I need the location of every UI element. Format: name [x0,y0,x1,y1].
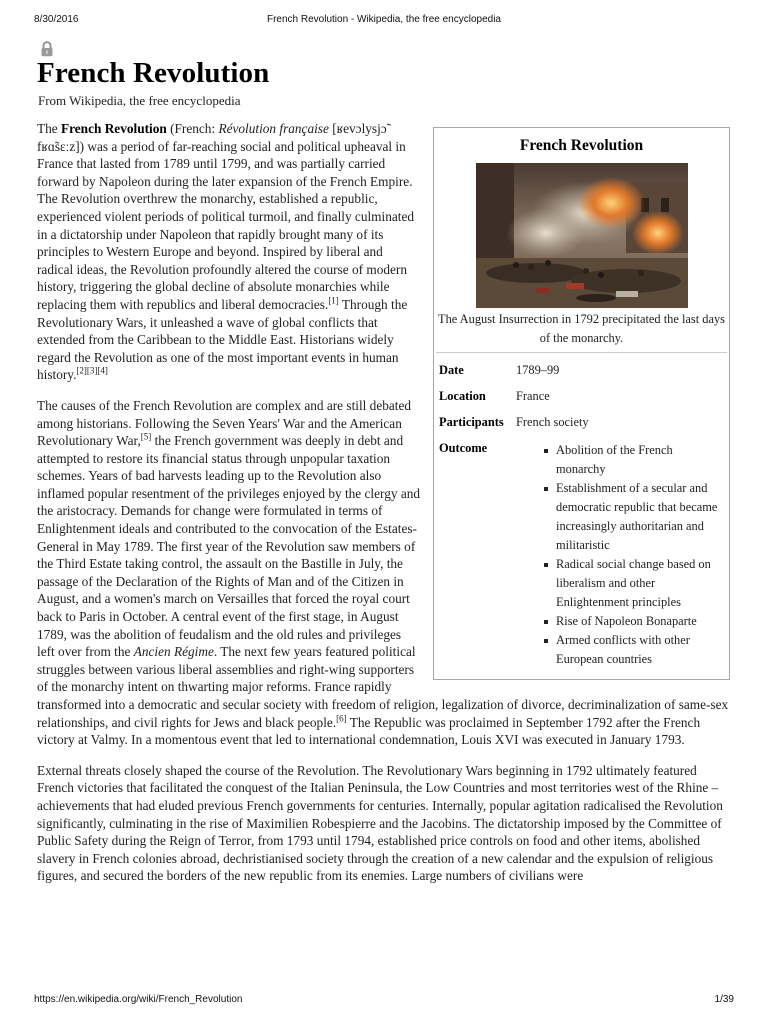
infobox-label: Outcome [439,441,488,455]
text: The causes of the French Revolution are complex and are still debated among historians. Following the Seven Years' War and the American Revolutionary War, [37,397,412,449]
infobox-painting-image[interactable] [476,163,688,308]
paragraph-external-threats: External threats closely shaped the course of the Revolution. The Revolutionary Wars beginning in 1792 ultimately featured French victories that facilitated the conquest of the Italian Peninsula, the Low Countries and most territories west of the Rhine – achievements that had eluded previous French governments for centuries. Internally, popular agitation radicalised the Revolution significantly, culminating in the rise of Maximilien Robespierre and the Jacobins. The dictatorship imposed by the Committee of Public Safety during the Reign of Terror, from 1793 until 1794, established price controls on food and other items, abolished slavery in French colonies abroad, dechristianised society through the creation of a new calendar and the expulsion of religious figures, and secured the borders of the new republic from its enemies. Large numbers of civilians were [37,762,723,884]
text: The [37,121,61,136]
page-number: 1/39 [714,994,734,1005]
text: [ʁevɔlysjɔ̃ fʁɑ̃sɛːz]) was a period of far-reaching social and political upheaval in France that lasted from 1789 until 1799, and was partially carried forward by Napoleon during the later expansion of the French Empire. The Revolution overthrew the monarchy, established a republic, experienced violent periods of political turmoil, and finally culminated in a dictatorship under Napoleon that rapidly brought many of its principles to Western Europe and beyond. Inspired by liberal and radical ideas, the Revolution profoundly altered the course of modern history, triggering the global decline of absolute monarchies while replacing them with republics and liberal democracies. [37,121,415,312]
list-item[interactable]: Rise of Napoleon Bonaparte [556,612,725,631]
text: . The next few years featured political struggles between various liberal assemblies and right-wing supporters of the monarchy intent on thwarting major reforms. France rapidly transformed into a democratic and secular society with freedom of religion, legalization of divorce, decriminalization of same-sex relationships, and civil rights for Jews and black people. [37,644,729,730]
term-italic: Révolution française [218,121,329,136]
infobox-row-outcome [434,437,729,679]
reference-link[interactable]: [2][3][4] [76,365,108,376]
list-item[interactable]: Armed conflicts with other European countries [556,631,725,669]
infobox-caption: The August Insurrection in 1792 precipitated the last days of the monarchy. [438,312,725,345]
list-item[interactable]: Establishment of a secular and democratic republic that became increasingly authoritarian and militaristic [556,479,725,555]
term-italic: Ancien Régime [133,644,214,660]
term-bold: French Revolution [61,121,167,136]
infobox-label: Date [439,363,464,377]
article-title: French Revolution [37,57,270,89]
article-tagline: From Wikipedia, the free encyclopedia [38,93,241,108]
infobox-value[interactable]: France [516,389,550,403]
infobox-value [516,439,725,669]
text: Through the Revolutionary Wars, it unleashed a wave of global conflicts that extended from the Caribbean to the Middle East. Historians widely regard the Revolution as one of the most important events in human history. [37,296,408,383]
infobox [433,127,730,680]
article-body [37,120,730,898]
text: the French government was deeply in debt and attempted to restore its financial status through unpopular taxation schemes. Years of bad harvests leading up to the Revolution also inflamed popular resentment of the privileges enjoyed by the clergy and the aristocracy. Demands for change were formulated in terms of Enlightenment ideals and contributed to the convocation of the Estates-General in May 1789. The first year of the Revolution saw members of the Third Estate taking control, the assault on the Bastille in July, the passage of the Declaration of the Rights of Man and of the Citizen in August, and a women's march on Versailles that forced the royal court back to Paris in October. A central event of the first stage, in August 1789, was the abolition of feudalism and the old rules and privileges left over from the [37,433,421,660]
list-item[interactable]: Radical social change based on liberalism and other Enlightenment principles [556,555,725,612]
infobox-row-date [434,359,729,382]
infobox-value[interactable]: French society [516,415,589,429]
infobox-row-location [434,385,729,408]
infobox-value: 1789–99 [516,363,560,377]
print-header [34,14,734,30]
lock-icon [40,41,54,57]
print-url: https://en.wikipedia.org/wiki/French_Revolution [34,994,243,1005]
outcome-list [516,441,725,669]
infobox-row-participants [434,411,729,434]
reference-link[interactable]: [1] [328,295,339,306]
infobox-divider [436,352,727,353]
text: The Republic was proclaimed in September 1792 after the French victory at Valmy. In a momentous event that led to international condemnation, Louis XVI was executed in January 1793. [37,714,701,748]
reference-link[interactable]: [6] [336,713,347,724]
infobox-label: Location [439,389,486,403]
reference-link[interactable]: [5] [140,431,152,442]
print-footer [34,994,734,1010]
print-page-title: French Revolution - Wikipedia, the free encyclopedia [266,14,501,25]
infobox-label: Participants [439,415,504,429]
print-date: 8/30/2016 [34,14,79,25]
text: (French: [166,121,219,136]
infobox-title: French Revolution [519,137,644,154]
list-item[interactable]: Abolition of the French monarchy [556,441,725,479]
